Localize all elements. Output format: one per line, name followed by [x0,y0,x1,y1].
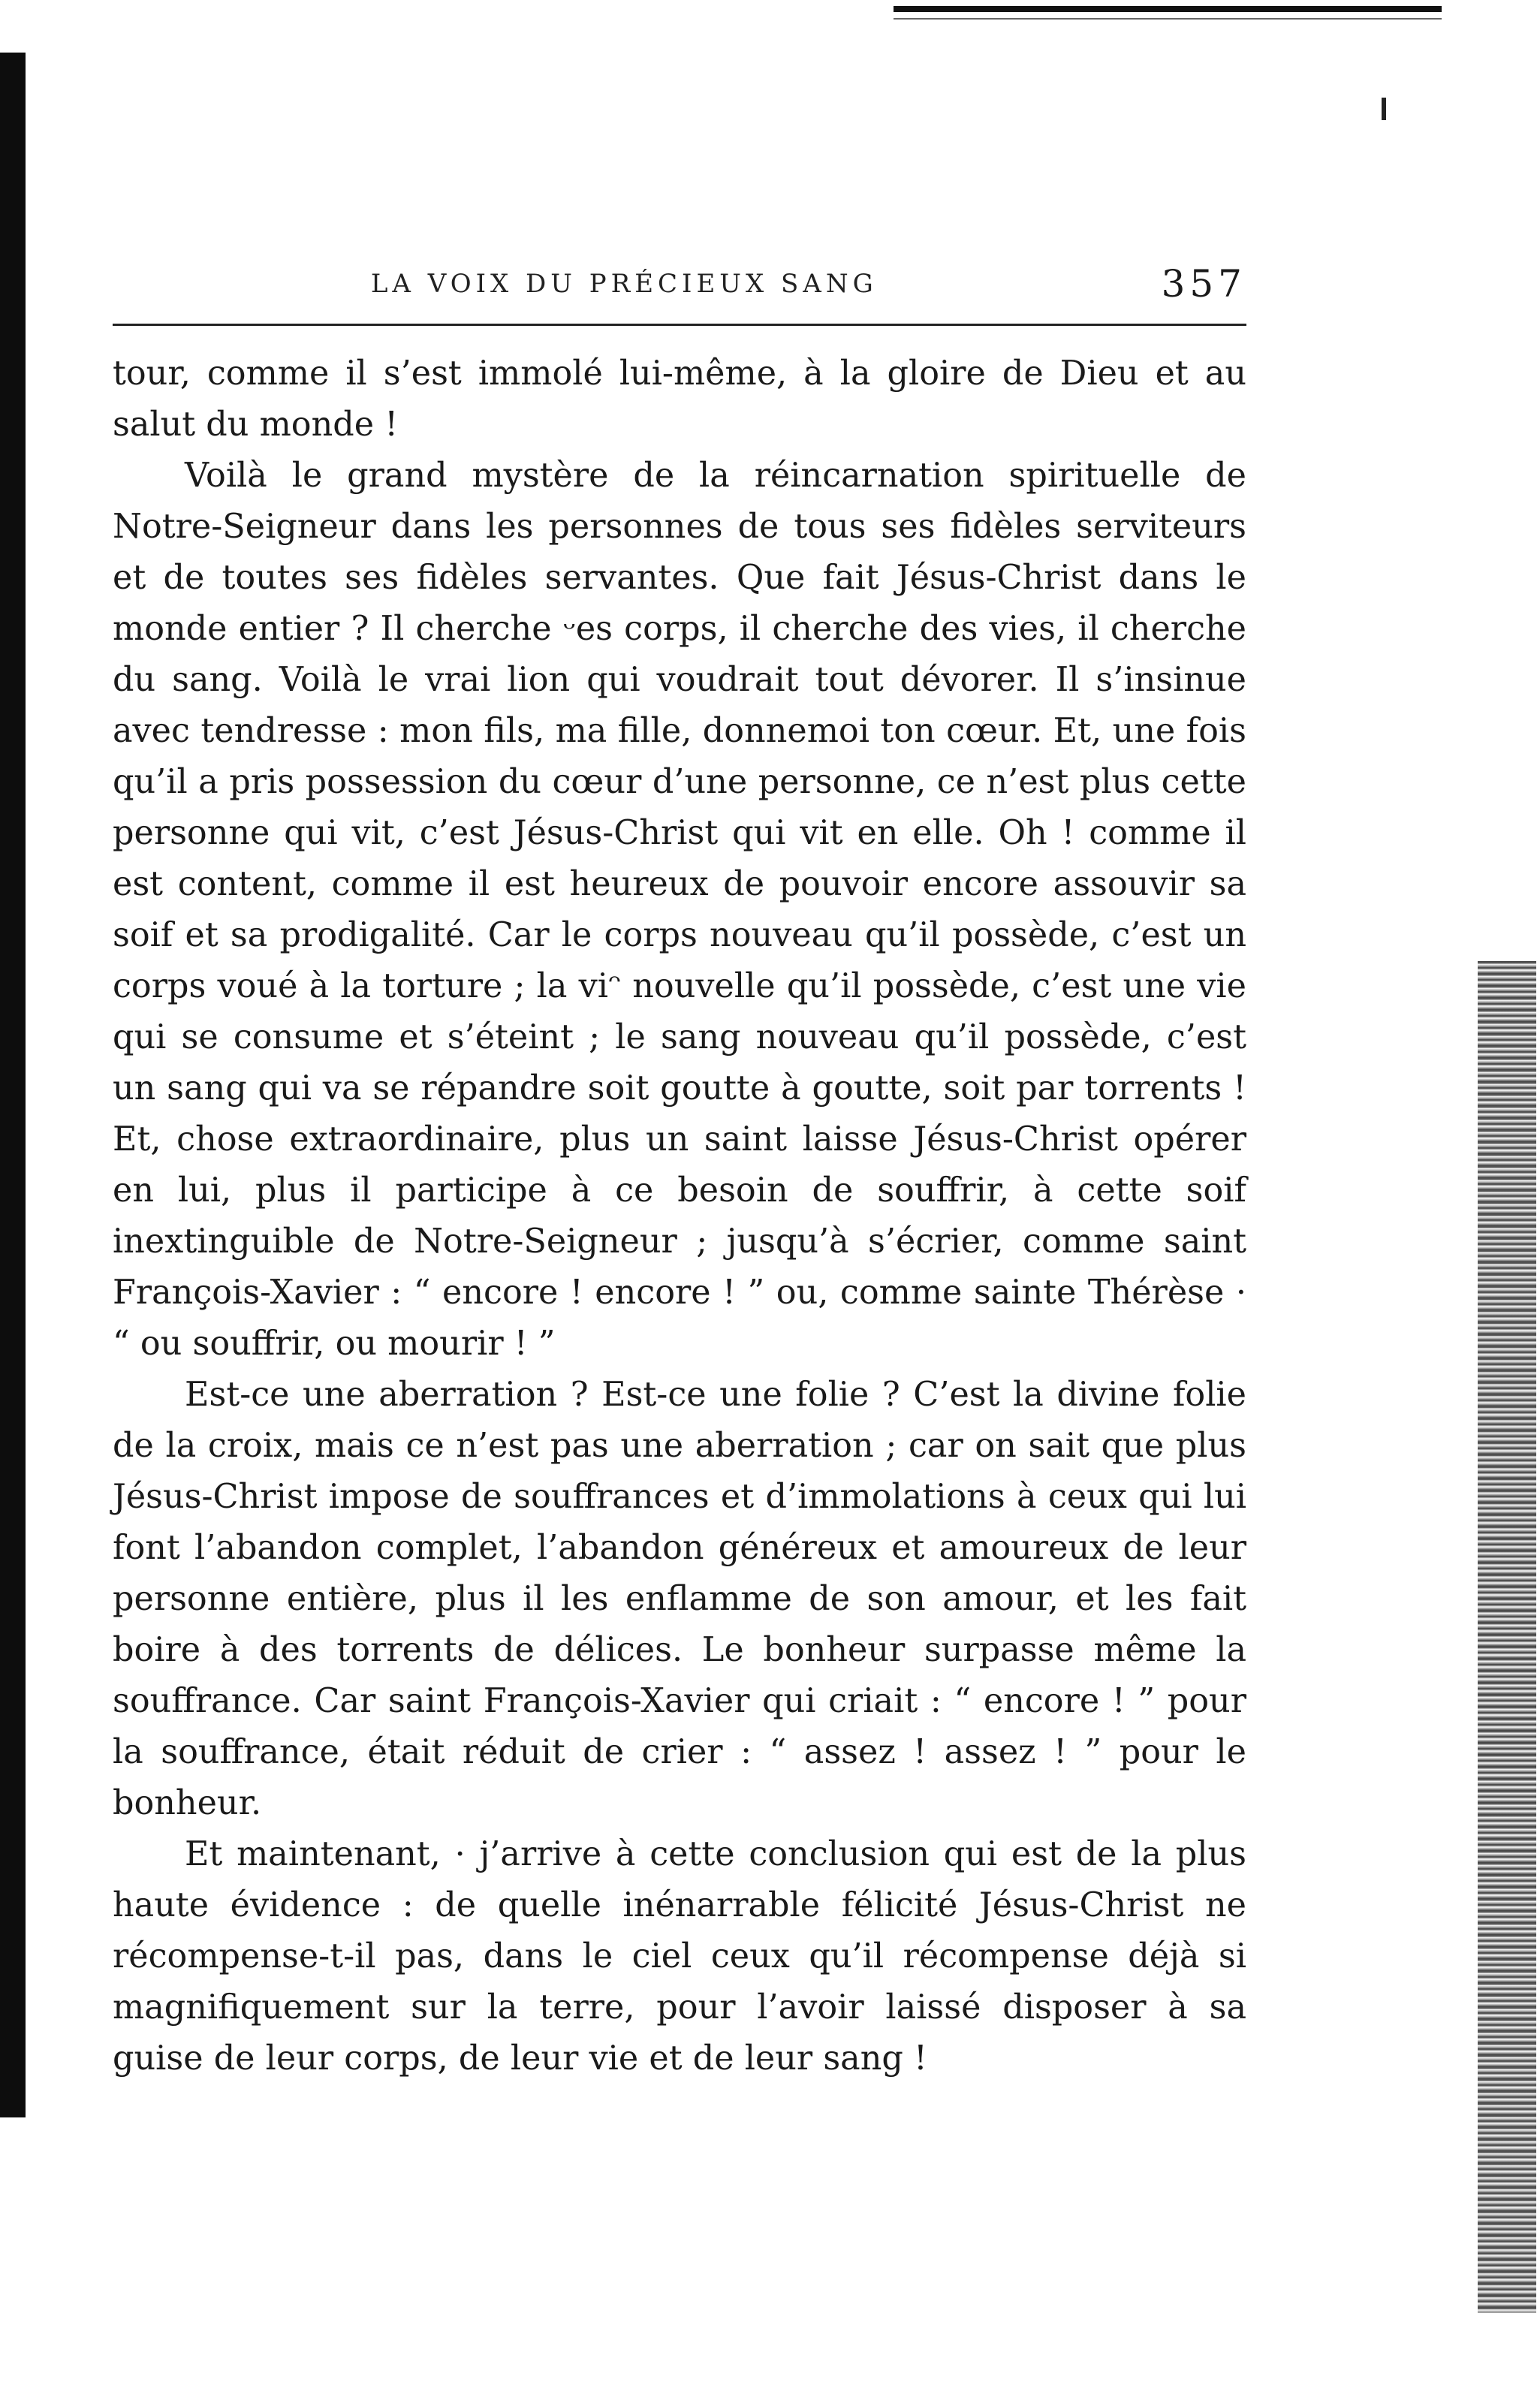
book-page [113,248,1246,2084]
paragraph: Est-ce une aberration ? Est-ce une folie ? C’est la divine folie de la croix, mais ce n’est pas une aberration ; car on sait que plus Jésus-Christ impose de souffrances et d’immolations à ceux qui lui font l’abandon complet, l’abandon généreux et amoureux de leur personne entière, plus il les enflamme de son amour, et les fait boire à des torrents de délices. Le bonheur surpasse même la souffrance. Car saint François-Xavier qui criait : “ encore ! ” pour la souffrance, était réduit de crier : “ assez ! assez ! ” pour le bonheur. [113,1376,1246,1822]
body-text [113,348,1246,2084]
scan-top-rule [894,6,1442,12]
scan-right-edge [1478,961,1536,2313]
scan-left-edge [0,53,26,2117]
scan-top-rule-thin [894,18,1442,20]
head-rule [113,324,1246,326]
scan-speck [1382,98,1386,120]
running-head-title: LA VOIX DU PRÉCIEUX SANG [370,268,878,299]
paragraph: tour, comme il s’est immolé lui-même, à la gloire de Dieu et au salut du monde ! [113,354,1246,444]
paragraph: Et maintenant, · j’arrive à cette conclusion qui est de la plus haute évidence : de quelle inénarrable félicité Jésus-Christ ne récompense-t-il pas, dans le ciel ceux qu’il récompense déjà si magnifiquement sur la terre, pour l’avoir laissé disposer à sa guise de leur corps, de leur vie et de leur sang ! [113,1835,1246,2078]
paragraph: Voilà le grand mystère de la réincarnation spirituelle de Notre-Seigneur dans les personnes de tous ses fidèles serviteurs et de toutes ses fidèles servantes. Que fait Jésus-Christ dans le monde entier ? Il cherche ᵕes corps, il cherche des vies, il cherche du sang. Voilà le vrai lion qui voudrait tout dévorer. Il s’insinue avec tendresse : mon fils, ma fille, donnemoi ton cœur. Et, une fois qu’il a pris possession du cœur d’une personne, ce n’est plus cette personne qui vit, c’est Jésus-Christ qui vit en elle. Oh ! comme il est content, comme il est heureux de pouvoir encore assouvir sa soif et sa prodigalité. Car le corps nouveau qu’il possède, c’est un corps voué à la torture ; la viᵔ nouvelle qu’il possède, c’est une vie qui se consume et s’éteint ; le sang nouveau qu’il possède, c’est un sang qui va se répandre soit goutte à goutte, soit par torrents ! Et, chose extraordinaire, plus un saint laisse Jésus-Christ opérer en lui, plus il participe à ce besoin de souffrir, à cette soif inextinguible de Notre-Seigneur ; jusqu’à s’écrier, comme saint François-Xavier : “ encore ! encore ! ” ou, comme sainte Thérèse · “ ou souffrir, ou mourir ! ” [113,457,1246,1363]
running-head [113,248,1246,319]
page-number: 357 [1161,261,1246,306]
